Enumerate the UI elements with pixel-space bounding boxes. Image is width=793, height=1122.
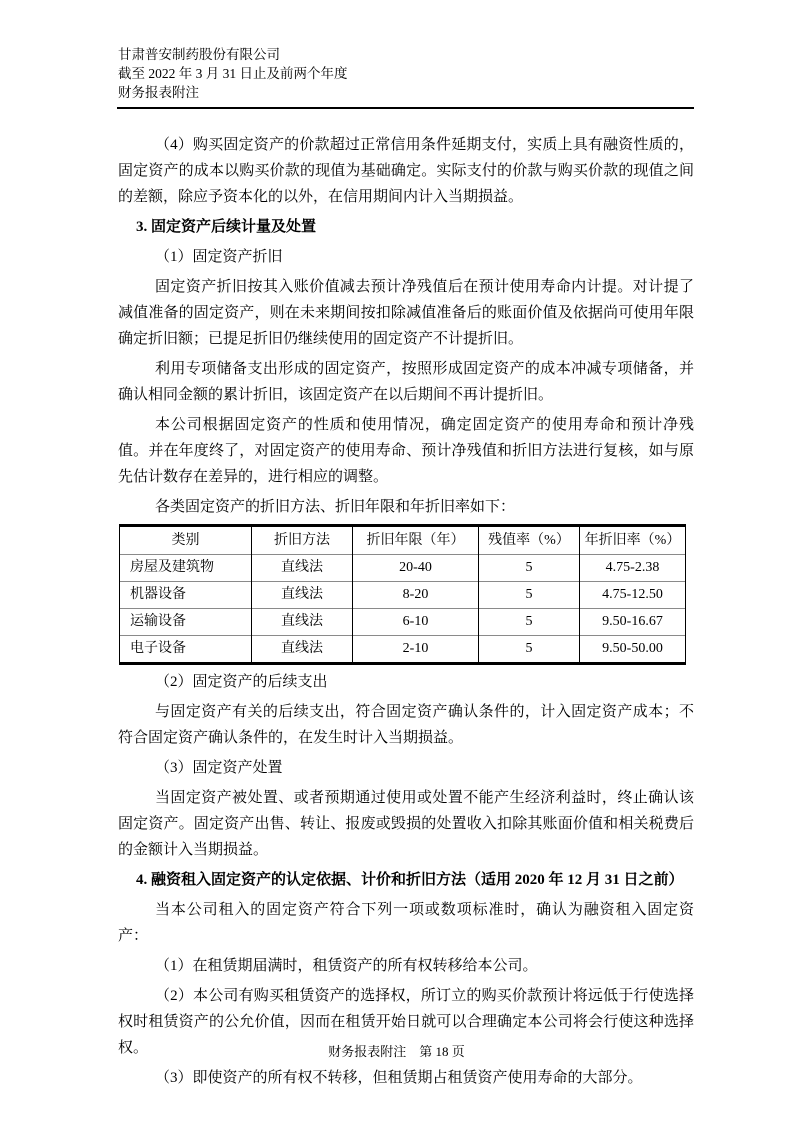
table-cell-residual-rate: 5	[479, 609, 580, 636]
paragraph-lease-criteria-intro: 当本公司租入的固定资产符合下列一项或数项标准时，确认为融资租入固定资产：	[118, 902, 694, 944]
document-title: 财务报表附注	[118, 85, 199, 100]
table-cell-residual-rate: 5	[479, 555, 580, 582]
table-cell-years: 8-20	[353, 582, 479, 609]
report-period: 截至 2022 年 3 月 31 日止及前两个年度	[118, 66, 348, 81]
table-cell-category: 房屋及建筑物	[120, 555, 252, 582]
table-row-machinery	[120, 582, 686, 609]
table-cell-method: 直线法	[252, 636, 353, 664]
subheading-subsequent-expenditure: （2）固定资产的后续支出	[155, 674, 328, 690]
paragraph-subsequent-expenditure: 与固定资产有关的后续支出，符合固定资产确认条件的，计入固定资产成本；不符合固定资产确认条件的，在发生时计入当期损益。	[118, 704, 694, 746]
heading-subsequent-measurement: 3. 固定资产后续计量及处置	[136, 219, 317, 235]
page-footer	[0, 1041, 793, 1060]
table-row-buildings	[120, 555, 686, 582]
header-divider	[117, 107, 694, 109]
heading-finance-lease: 4. 融资租入固定资产的认定依据、计价和折旧方法（适用 2020 年 12 月 31 日之前）	[136, 872, 684, 888]
table-cell-annual-rate: 9.50-16.67	[580, 609, 686, 636]
table-header-residual-rate: 残值率（%）	[479, 526, 580, 555]
depreciation-table	[119, 524, 686, 665]
table-cell-category: 电子设备	[120, 636, 252, 664]
paragraph-depreciation-method: 固定资产折旧按其入账价值减去预计净残值后在预计使用寿命内计提。对计提了减值准备的固定资产，则在未来期间按扣除减值准备后的账面价值及依据尚可使用年限确定折旧额；已提足折旧仍继续使用的固定资产不计提折旧。	[118, 279, 694, 347]
table-cell-annual-rate: 9.50-50.00	[580, 636, 686, 664]
table-cell-years: 6-10	[353, 609, 479, 636]
paragraph-lease-criterion-1: （1）在租赁期届满时，租赁资产的所有权转移给本公司。	[155, 958, 538, 974]
table-header-years: 折旧年限（年）	[353, 526, 479, 555]
table-cell-method: 直线法	[252, 555, 353, 582]
footer-page-label: 财务报表附注 第 18 页	[328, 1044, 465, 1059]
table-header-annual-rate: 年折旧率（%）	[580, 526, 686, 555]
subheading-disposal: （3）固定资产处置	[155, 760, 283, 776]
company-name: 甘肃普安制药股份有限公司	[118, 47, 280, 62]
paragraph-useful-life-review: 本公司根据固定资产的性质和使用情况，确定固定资产的使用寿命和预计净残值。并在年度终了，对固定资产的使用寿命、预计净残值和折旧方法进行复核，如与原先估计数存在差异的，进行相应的调整。	[118, 417, 694, 485]
document-header	[118, 45, 348, 102]
table-cell-category: 机器设备	[120, 582, 252, 609]
table-header-method: 折旧方法	[252, 526, 353, 555]
table-cell-residual-rate: 5	[479, 636, 580, 664]
document-body	[118, 132, 694, 1095]
table-cell-years: 20-40	[353, 555, 479, 582]
table-cell-annual-rate: 4.75-12.50	[580, 582, 686, 609]
table-row-transport	[120, 609, 686, 636]
paragraph-lease-criterion-2: （2）本公司有购买租赁资产的选择权，所订立的购买价款预计将远低于行使选择权时租赁资产的公允价值，因而在租赁开始日就可以合理确定本公司将会行使这种选择权。	[118, 988, 694, 1056]
paragraph-disposal: 当固定资产被处置、或者预期通过使用或处置不能产生经济利益时，终止确认该固定资产。固定资产出售、转让、报废或毁损的处置收入扣除其账面价值和相关税费后的金额计入当期损益。	[118, 790, 694, 858]
paragraph-special-reserve: 利用专项储备支出形成的固定资产，按照形成固定资产的成本冲减专项储备，并确认相同金额的累计折旧，该固定资产在以后期间不再计提折旧。	[118, 361, 694, 403]
table-header-row	[120, 526, 686, 555]
table-cell-method: 直线法	[252, 582, 353, 609]
table-header-category: 类别	[120, 526, 252, 555]
table-cell-method: 直线法	[252, 609, 353, 636]
table-cell-years: 2-10	[353, 636, 479, 664]
table-cell-annual-rate: 4.75-2.38	[580, 555, 686, 582]
paragraph-financing-purchase: （4）购买固定资产的价款超过正常信用条件延期支付，实质上具有融资性质的，固定资产的成本以购买价款的现值为基础确定。实际支付的价款与购买价款的现值之间的差额，除应予资本化的以外，在信用期间内计入当期损益。	[118, 137, 694, 205]
paragraph-lease-criterion-3: （3）即使资产的所有权不转移，但租赁期占租赁资产使用寿命的大部分。	[155, 1070, 643, 1086]
subheading-depreciation: （1）固定资产折旧	[155, 249, 283, 265]
table-cell-category: 运输设备	[120, 609, 252, 636]
paragraph-table-intro: 各类固定资产的折旧方法、折旧年限和年折旧率如下：	[155, 499, 516, 515]
table-row-electronics	[120, 636, 686, 664]
table-cell-residual-rate: 5	[479, 582, 580, 609]
